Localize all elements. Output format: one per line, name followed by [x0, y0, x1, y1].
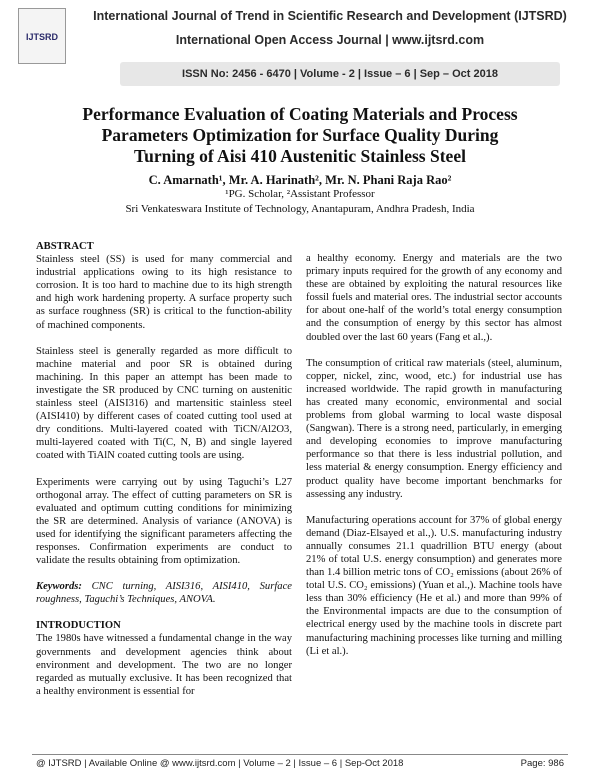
body-paragraph: Manufacturing operations account for 37% of global energy demand (Diaz-Elsayed et al.,). U.S. manufacturing industry annually consumes 21.1 quadrillion BTU energy (about 21% of total U.S. energy consumption) and generates more than 1.4 billion metric tons of CO₂ emissions (about 26% of total U.S. CO₂ emissions) (Yuan et al.,). Machine tools have less than 30% efficiency (He et al.) and more than 99% of the Environmental impacts are due to the consumption of electrical energy used by the machine tools in discrete part manufacturing machining processes like turning and milling (Li et al.). — [306, 514, 562, 657]
journal-subtitle: International Open Access Journal | www.ijtsrd.com — [175, 33, 485, 47]
keywords-text: CNC turning, AISI316, AISI410, Surface roughness, Taguchi’s Techniques, ANOVA. — [36, 581, 292, 606]
paper-authors: C. Amarnath¹, Mr. A. Harinath², Mr. N. Phani Raja Rao² — [148, 173, 452, 187]
issn-bar: ISSN No: 2456 - 6470 | Volume - 2 | Issue – 6 | Sep – Oct 2018 — [120, 62, 560, 86]
author-roles: ¹PG. Scholar, ²Assistant Professor — [225, 188, 375, 200]
keywords — [36, 580, 292, 606]
page-number: Page: 986 — [520, 758, 564, 769]
author-institute: Sri Venkateswara Institute of Technology, Anantapuram, Andhra Pradesh, India — [125, 203, 475, 215]
abstract-heading: ABSTRACT — [36, 241, 94, 252]
body-paragraph: The consumption of critical raw materials (steel, aluminum, copper, nickel, zinc, wood, etc.) for industrial use has increased worldwide. The rapid growth in manufacturing has created many economic, environmental and social problems from global warming to local waste disposal (Sangwan). There is a strong need, particularly, in emerging and developing economies to improve manufacturing performance so that there is less industrial pollution, and less material & energy consumption. Energy efficiency and product quality have become important benchmarks for assessing any industry. — [306, 357, 562, 500]
paper-title — [40, 104, 560, 167]
page-footer — [32, 754, 568, 773]
introduction-heading: INTRODUCTION — [36, 620, 121, 632]
title-line: Parameters Optimization for Surface Quality During — [101, 125, 499, 145]
left-column — [36, 240, 292, 711]
title-line: Performance Evaluation of Coating Materials and Process — [82, 104, 518, 124]
journal-header — [0, 0, 600, 90]
introduction-paragraph: The 1980s have witnessed a fundamental change in the way governments and development agencies think about environment and development. The two are no longer regarded as mutually exclusive. It has been recognized that a healthy environment is essential for — [36, 633, 292, 697]
abstract-paragraph: Stainless steel (SS) is used for many commercial and industrial applications owing to its high resistance to corrosion. It is too hard to machine due to its high strength and high work hardening property. A surface property such as surface roughness (SR) is critical to the function-ability of machined components. — [36, 254, 292, 331]
abstract-paragraph: Stainless steel is generally regarded as more difficult to machine material and poor SR is obtained during machining. In this paper an attempt has been made to investigate the SR produced by CNC turning on austenitic stainless steel (AISI316) and martensitic stainless steel (AISI410) by different cases of coated cutting tool used at dry conditions. Multi-layered coated with TiCN/Al2O3, multi-layered coated with Ti(C, N, B) and single layered coated with TiAlN coated cutting tools are using. — [36, 345, 292, 462]
keywords-label: Keywords: — [36, 581, 82, 593]
journal-logo: IJTSRD — [18, 8, 66, 64]
footer-citation: @ IJTSRD | Available Online @ www.ijtsrd.com | Volume – 2 | Issue – 6 | Sep-Oct 2018 — [36, 758, 404, 769]
body-paragraph: a healthy economy. Energy and materials are the two primary inputs required for the growth of any economy and these are obtained by exploiting the natural resources like fossil fuels and material ores. The industrial sector accounts for about one-half of the world’s total energy consumption and the consumption of energy by this sector has almost doubled over the last 60 years (Fang et al.,). — [306, 253, 562, 343]
journal-title: International Journal of Trend in Scientific Research and Development (IJTSRD) — [93, 9, 567, 23]
abstract-paragraph: Experiments were carrying out by using Taguchi’s L27 orthogonal array. The effect of cutting parameters on SR is evaluated and optimum cutting conditions for minimizing the SR are determined. Analysis of variance (ANOVA) is used for identifying the significant parameters affecting the responses. Confirmation experiments are conduct to validate the results obtaining from optimization. — [36, 476, 292, 567]
right-column — [306, 252, 562, 671]
title-line: Turning of Aisi 410 Austenitic Stainless Steel — [134, 146, 466, 166]
